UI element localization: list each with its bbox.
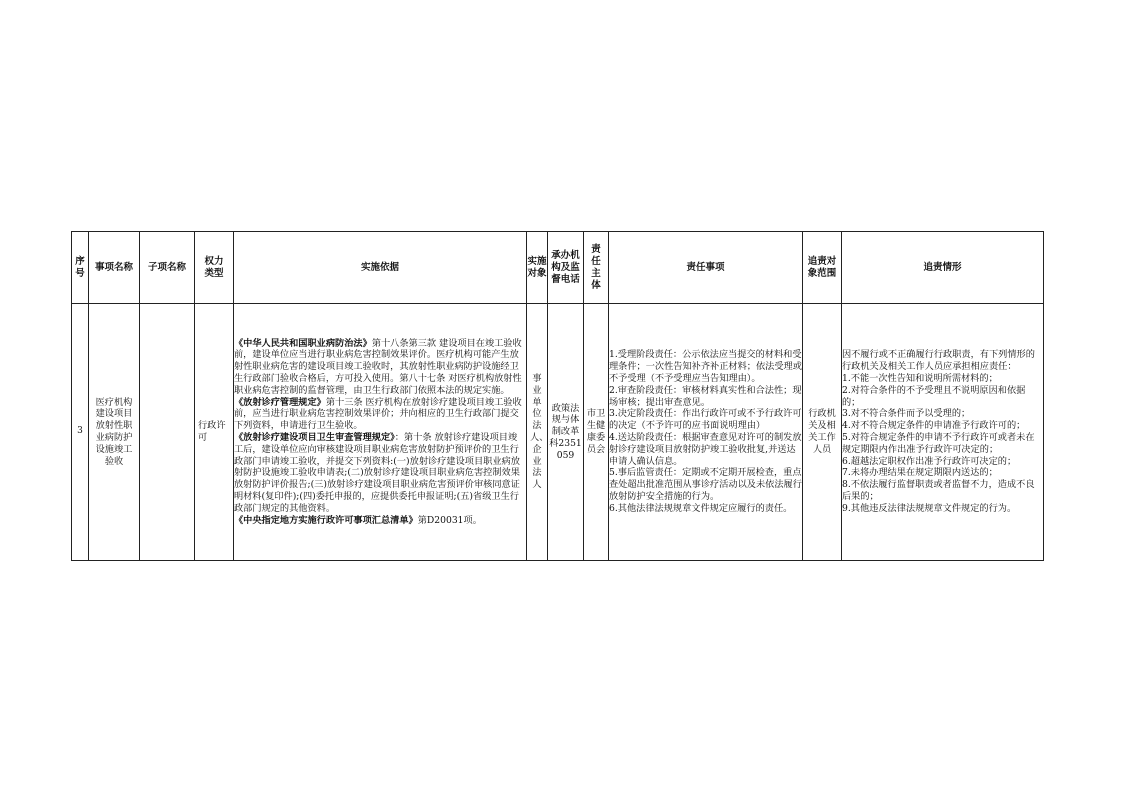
row-scope: 行政机关及相关工作人员 — [803, 304, 842, 561]
penalty-item: 2.对符合条件的不予受理且不说明原因和依据的； — [842, 384, 1026, 408]
row-basis — [234, 304, 527, 561]
penalty-item: 5.对符合规定条件的申请不予行政许可或者未在规定期限内作出准予行政许可决定的； — [842, 432, 1035, 455]
header-power-type: 权力类型 — [195, 232, 234, 304]
penalty-item: 3.对不符合条件而予以受理的； — [842, 408, 971, 420]
penalty-item: 1.不能一次性告知和说明所需材料的； — [842, 373, 998, 385]
header-agency: 承办机构及监督电话 — [548, 232, 584, 304]
row-target: 事业单位法人、企业法人 — [527, 304, 548, 561]
header-penalties: 追责情形 — [842, 232, 1044, 304]
header-index: 序号 — [72, 232, 89, 304]
law4-title: 《中央指定地方实施行政许可事项汇总清单》 — [234, 514, 418, 526]
penalty-item: 9.其他违反法律法规规章文件规定的行为。 — [842, 502, 1017, 514]
duty-item: 3.决定阶段责任：作出行政许可或不予行政许可的决定（不予许可的应书面说明理由） — [609, 408, 802, 432]
law4-text: 第D20031项。 — [417, 514, 482, 526]
row-index: 3 — [72, 304, 89, 561]
row-sub-item-name — [140, 304, 195, 561]
row-subject: 市卫生健康委员会 — [584, 304, 609, 561]
law3-title: 《放射诊疗建设项目卫生审查管理规定》 — [234, 432, 395, 443]
duty-item: 5.事后监管责任：定期或不定期开展检查，重点查处超出批准范围从事诊疗活动以及未依法履行放射防护安全措施的行为。 — [609, 467, 802, 502]
law3-text: ：第十条 放射诊疗建设项目竣工后，建设单位应向审核建设项目职业病危害放射防护预评价的卫生行政部门申请竣工验收，并提交下列资料:(一)放射诊疗建设项目职业病放射防护设施竣工验收申请表;(二)放射诊疗建设项目职业病危害控制效果放射防护评价报告;(三)放射诊疗建设项目职业病危害预评价审核同意证明材料(复印件);(四)委托申报的，应提供委托申报证明;(五)省级卫生行政部门规定的其他资料。 — [234, 432, 520, 514]
responsibility-table — [71, 231, 1044, 561]
header-duties: 责任事项 — [609, 232, 803, 304]
duty-item: 2.审查阶段责任：审核材料真实性和合法性；现场审核；提出审查意见。 — [609, 384, 802, 408]
row-item-name: 医疗机构建设项目放射性职业病防护设施竣工验收 — [89, 304, 140, 561]
table-row — [72, 304, 1044, 561]
penalty-item: 8.不依法履行监督职责或者监督不力，造成不良后果的； — [842, 479, 1035, 502]
header-item-name: 事项名称 — [89, 232, 140, 304]
law2-title: 《放射诊疗管理规定》 — [234, 396, 326, 408]
duty-item: 4.送达阶段责任：根据审查意见对许可的制发放射诊疗建设项目放射防护竣工验收批复,并送达申请人确认信息。 — [609, 432, 802, 467]
row-penalties — [842, 304, 1044, 561]
row-duties — [609, 304, 803, 561]
header-row — [72, 232, 1044, 304]
row-power-type: 行政许可 — [195, 304, 234, 561]
header-target: 实施对象 — [527, 232, 548, 304]
header-basis: 实施依据 — [234, 232, 527, 304]
row-agency: 政策法规与体制改革科2351059 — [548, 304, 584, 561]
header-subject: 责任主体 — [584, 232, 609, 304]
law2-text: 第十三条 医疗机构在放射诊疗建设项目竣工验收前，应当进行职业病危害控制效果评价；并向相应的卫生行政部门提交下列资料，申请进行卫生验收。 — [234, 396, 522, 432]
penalty-item: 6.超越法定职权作出准予行政许可决定的； — [842, 455, 1017, 467]
penalty-item: 4.对不符合规定条件的申请准予行政许可的； — [842, 420, 1026, 432]
header-sub-item-name: 子项名称 — [140, 232, 195, 304]
duty-item: 6.其他法律法规规章文件规定应履行的责任。 — [609, 502, 793, 514]
duty-item: 1.受理阶段责任：公示依法应当提交的材料和受理条件；一次性告知补齐补正材料；依法受理或不予受理（不予受理应当告知理由）。 — [609, 349, 802, 385]
penalty-item: 7.未将办理结果在规定期限内送达的； — [842, 467, 998, 479]
law1-title: 《中华人民共和国职业病防治法》 — [234, 337, 372, 349]
law1-text: 第十八条第三款 建设项目在竣工验收前，建设单位应当进行职业病危害控制效果评价。医疗机构可能产生放射性职业病危害的建设项目竣工验收时，其放射性职业病防护设施经卫生行政部门验收合格后，方可投入使用。第八十七条 对医疗机构放射性职业病危害控制的监督管理，由卫生行政部门依照本法的规定实施。 — [234, 337, 522, 396]
penalty-intro: 因不履行或不正确履行行政职责，有下列情形的行政机关及相关工作人员应承担相应责任： — [842, 349, 1035, 373]
header-scope: 追责对象范围 — [803, 232, 842, 304]
